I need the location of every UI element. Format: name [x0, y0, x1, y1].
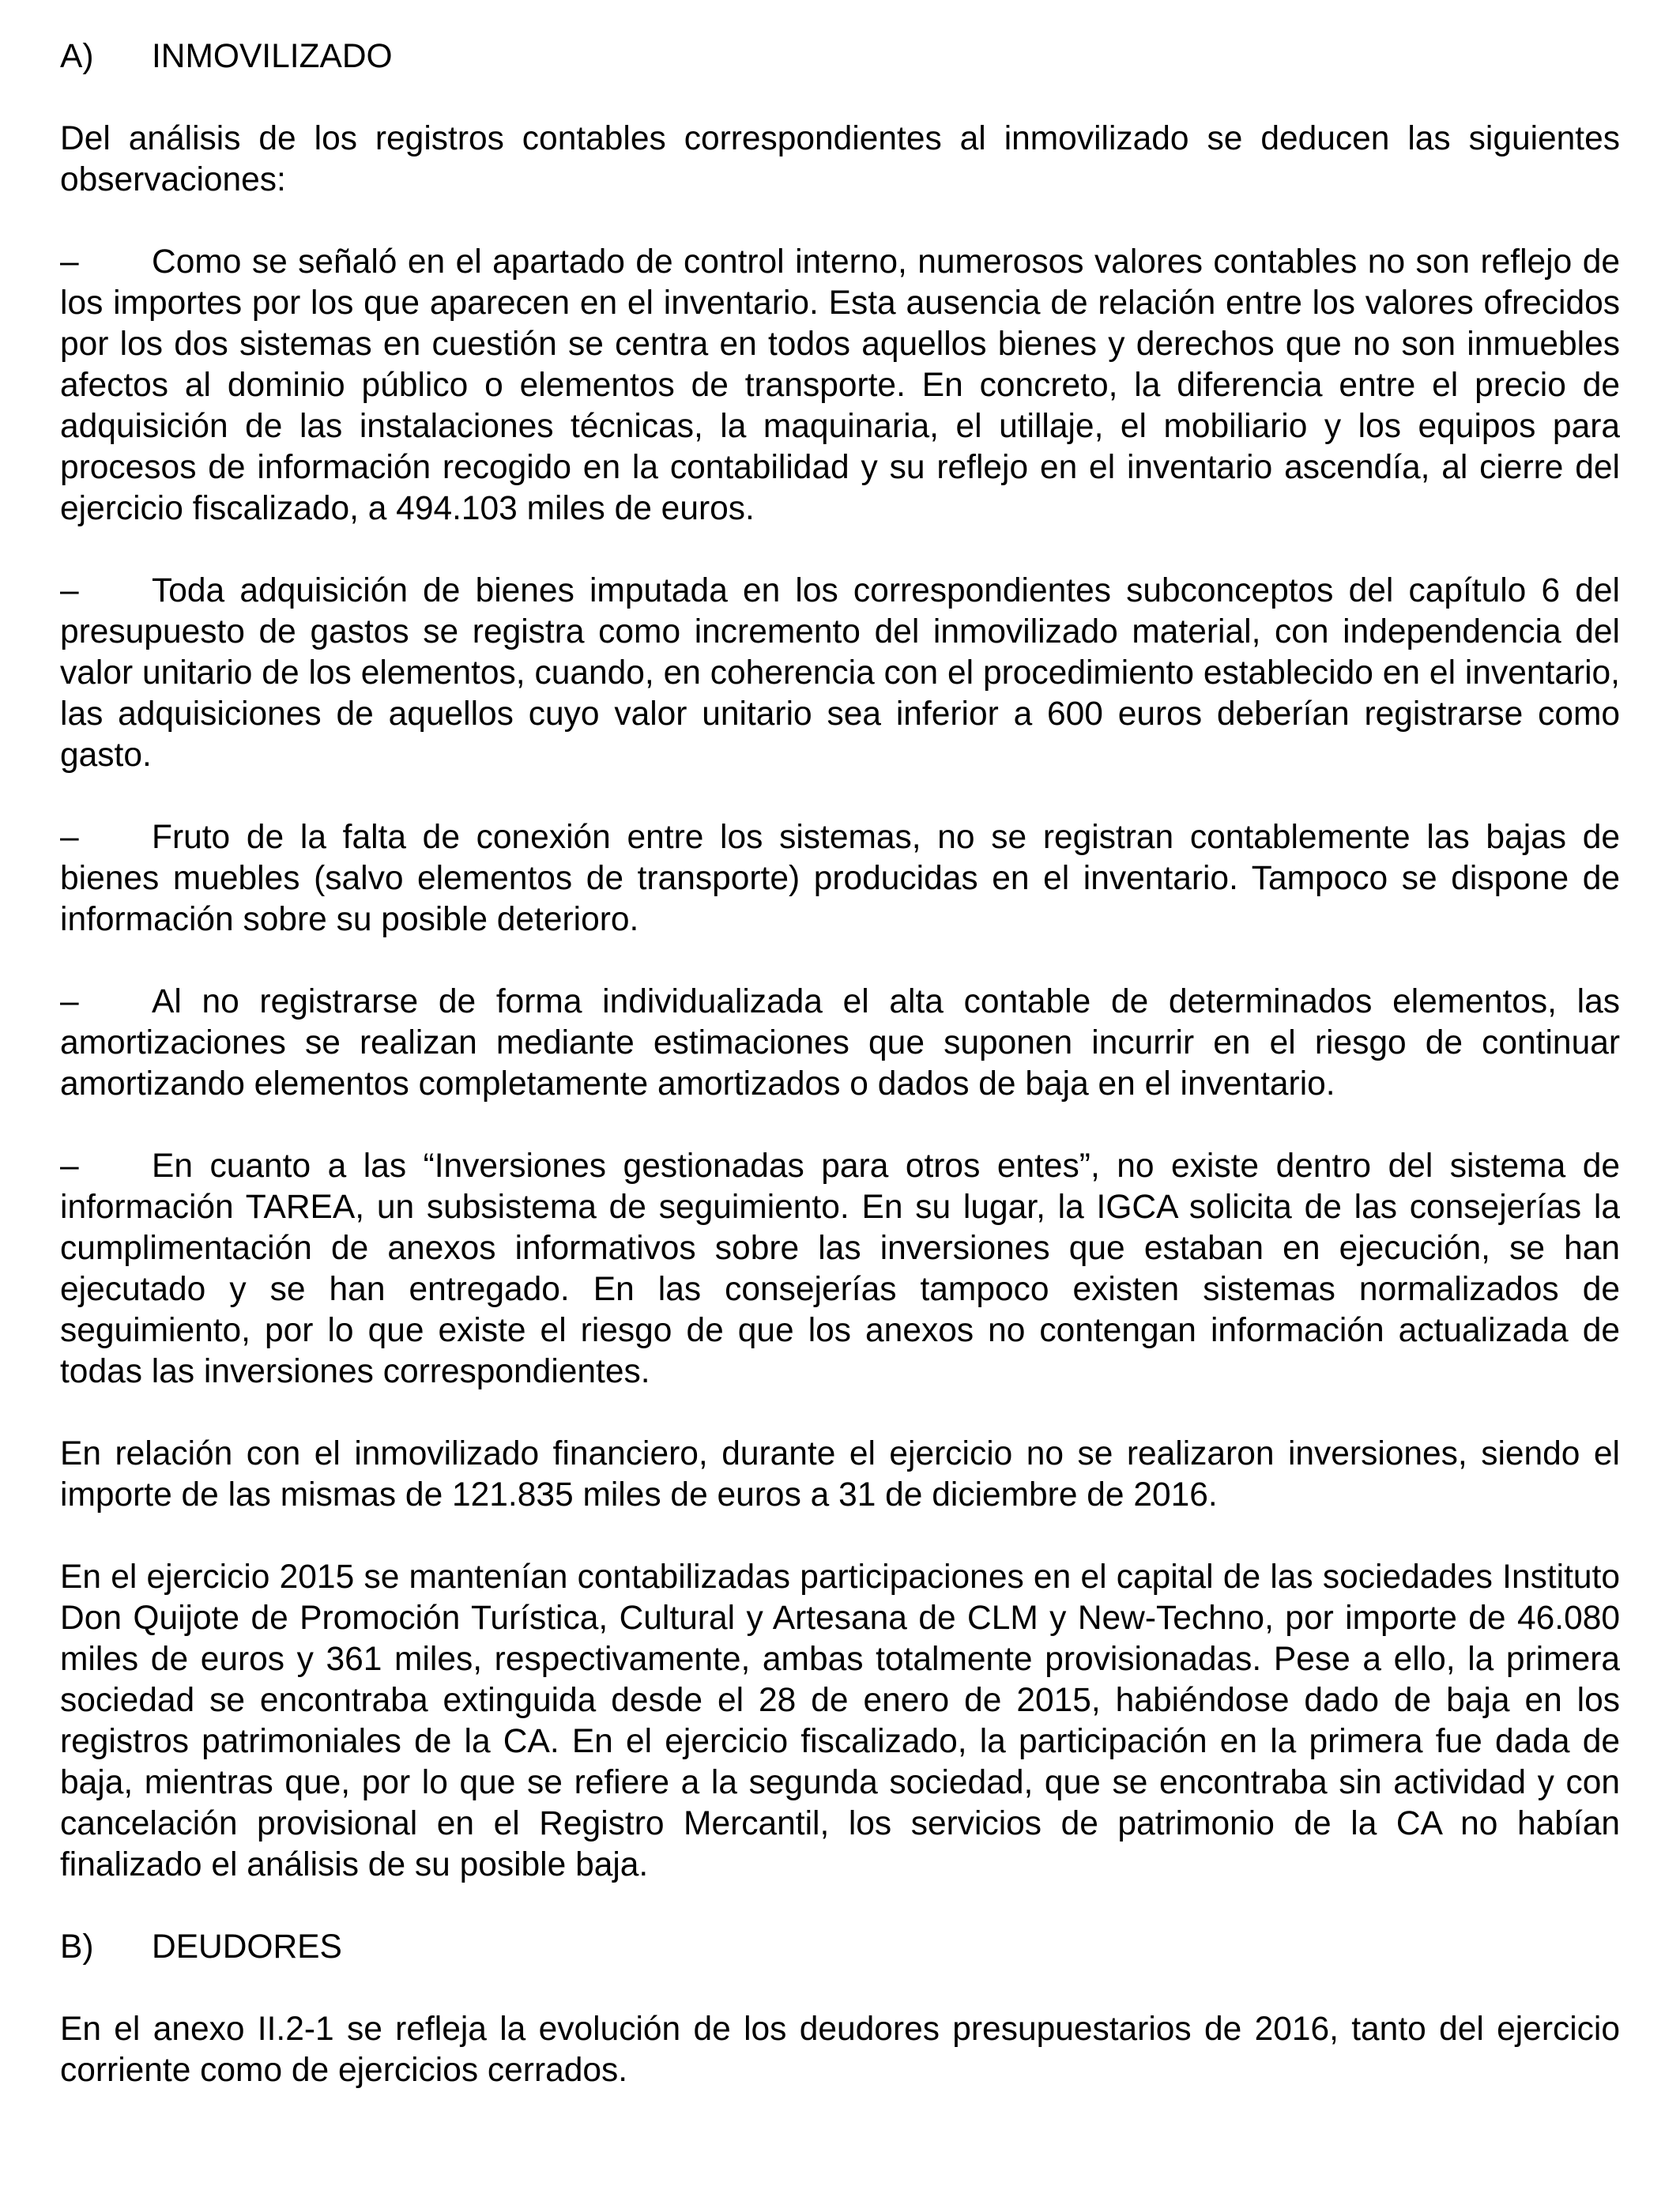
- dash-marker: –: [60, 819, 79, 856]
- bullet-item-4: [60, 982, 1620, 1105]
- dash-marker: –: [60, 243, 79, 281]
- bullet-text-3: Fruto de la falta de conexión entre los sistemas, no se registran contablemente las bajas de bienes muebles (salvo elementos de transporte) producidas en el inventario. Tampoco se dispone de información sobre su posible deterioro.: [60, 819, 1620, 938]
- spacer: [60, 941, 1620, 982]
- spacer: [60, 1393, 1620, 1434]
- spacer: [60, 1886, 1620, 1927]
- section-b-title: DEUDORES: [152, 1928, 342, 1966]
- spacer: [60, 77, 1620, 119]
- bullet-item-2: [60, 571, 1620, 776]
- paragraph-participaciones: En el ejercicio 2015 se mantenían contabilizadas participaciones en el capital de las sociedades Instituto Don Quijote de Promoción Turística, Cultural y Artesana de CLM y New-Techno, por importe de 46.080 miles de euros y 361 miles, respectivamente, ambas totalmente provisionadas. Pese a ello, la primera sociedad se encontraba extinguida desde el 28 de enero de 2015, habiéndose dado de baja en los registros patrimoniales de la CA. En el ejercicio fiscalizado, la participación en la primera fue dada de baja, mientras que, por lo que se refiere a la segunda sociedad, que se encontraba sin actividad y con cancelación provisional en el Registro Mercantil, los servicios de patrimonio de la CA no habían finalizado el análisis de su posible baja.: [60, 1559, 1620, 1883]
- section-b-letter: B): [60, 1928, 94, 1966]
- spacer: [60, 530, 1620, 571]
- section-a-heading: [60, 36, 1620, 77]
- bullet-item-3: [60, 817, 1620, 941]
- spacer: [60, 1105, 1620, 1146]
- bullet-text-4: Al no registrarse de forma individualizada el alta contable de determinados elementos, las amortizaciones se realizan mediante estimaciones que suponen incurrir en el riesgo de continuar amortizando elementos completamente amortizados o dados de baja en el inventario.: [60, 983, 1620, 1103]
- section-b-text: En el anexo II.2-1 se refleja la evolución de los deudores presupuestarios de 2016, tanto del ejercicio corriente como de ejercicios cerrados.: [60, 2011, 1620, 2089]
- spacer: [60, 1516, 1620, 1557]
- bullet-text-2: Toda adquisición de bienes imputada en los correspondientes subconceptos del capítulo 6 del presupuesto de gastos se registra como incremento del inmovilizado material, con independencia del valor unitario de los elementos, cuando, en coherencia con el procedimiento establecido en el inventario, las adquisiciones de aquellos cuyo valor unitario sea inferior a 600 euros deberían registrarse como gasto.: [60, 572, 1620, 774]
- bullet-item-1: [60, 242, 1620, 530]
- dash-marker: –: [60, 1148, 79, 1185]
- bullet-text-5: En cuanto a las “Inversiones gestionadas para otros entes”, no existe dentro del sistema de información TAREA, un subsistema de seguimiento. En su lugar, la IGCA solicita de las consejerías la cumplimentación de anexos informativos sobre las inversiones que estaban en ejecución, se han ejecutado y se han entregado. En las consejerías tampoco existen sistemas normalizados de seguimiento, por lo que existe el riesgo de que los anexos no contengan información actualizada de todas las inversiones correspondientes.: [60, 1148, 1620, 1390]
- spacer: [60, 776, 1620, 817]
- dash-marker: –: [60, 983, 79, 1020]
- section-a-intro: Del análisis de los registros contables correspondientes al inmovilizado se deducen las siguientes observaciones:: [60, 120, 1620, 198]
- bullet-text-1: Como se señaló en el apartado de control interno, numerosos valores contables no son reflejo de los importes por los que aparecen en el inventario. Esta ausencia de relación entre los valores ofrecidos por los dos sistemas en cuestión se centra en todos aquellos bienes y derechos que no son inmuebles afectos al dominio público o elementos de transporte. En concreto, la diferencia entre el precio de adquisición de las instalaciones técnicas, la maquinaria, el utillaje, el mobiliario y los equipos para procesos de información recogido en la contabilidad y su reflejo en el inventario ascendía, al cierre del ejercicio fiscalizado, a 494.103 miles de euros.: [60, 243, 1620, 527]
- paragraph-inmovilizado-financiero: En relación con el inmovilizado financiero, durante el ejercicio no se realizaron inversiones, siendo el importe de las mismas de 121.835 miles de euros a 31 de diciembre de 2016.: [60, 1435, 1620, 1514]
- section-a-letter: A): [60, 38, 94, 75]
- document-page: [60, 36, 1620, 2091]
- spacer: [60, 201, 1620, 242]
- spacer: [60, 1968, 1620, 2009]
- dash-marker: –: [60, 572, 79, 609]
- section-a-title: INMOVILIZADO: [152, 38, 393, 75]
- bullet-item-5: [60, 1146, 1620, 1393]
- section-b-heading: [60, 1927, 1620, 1968]
